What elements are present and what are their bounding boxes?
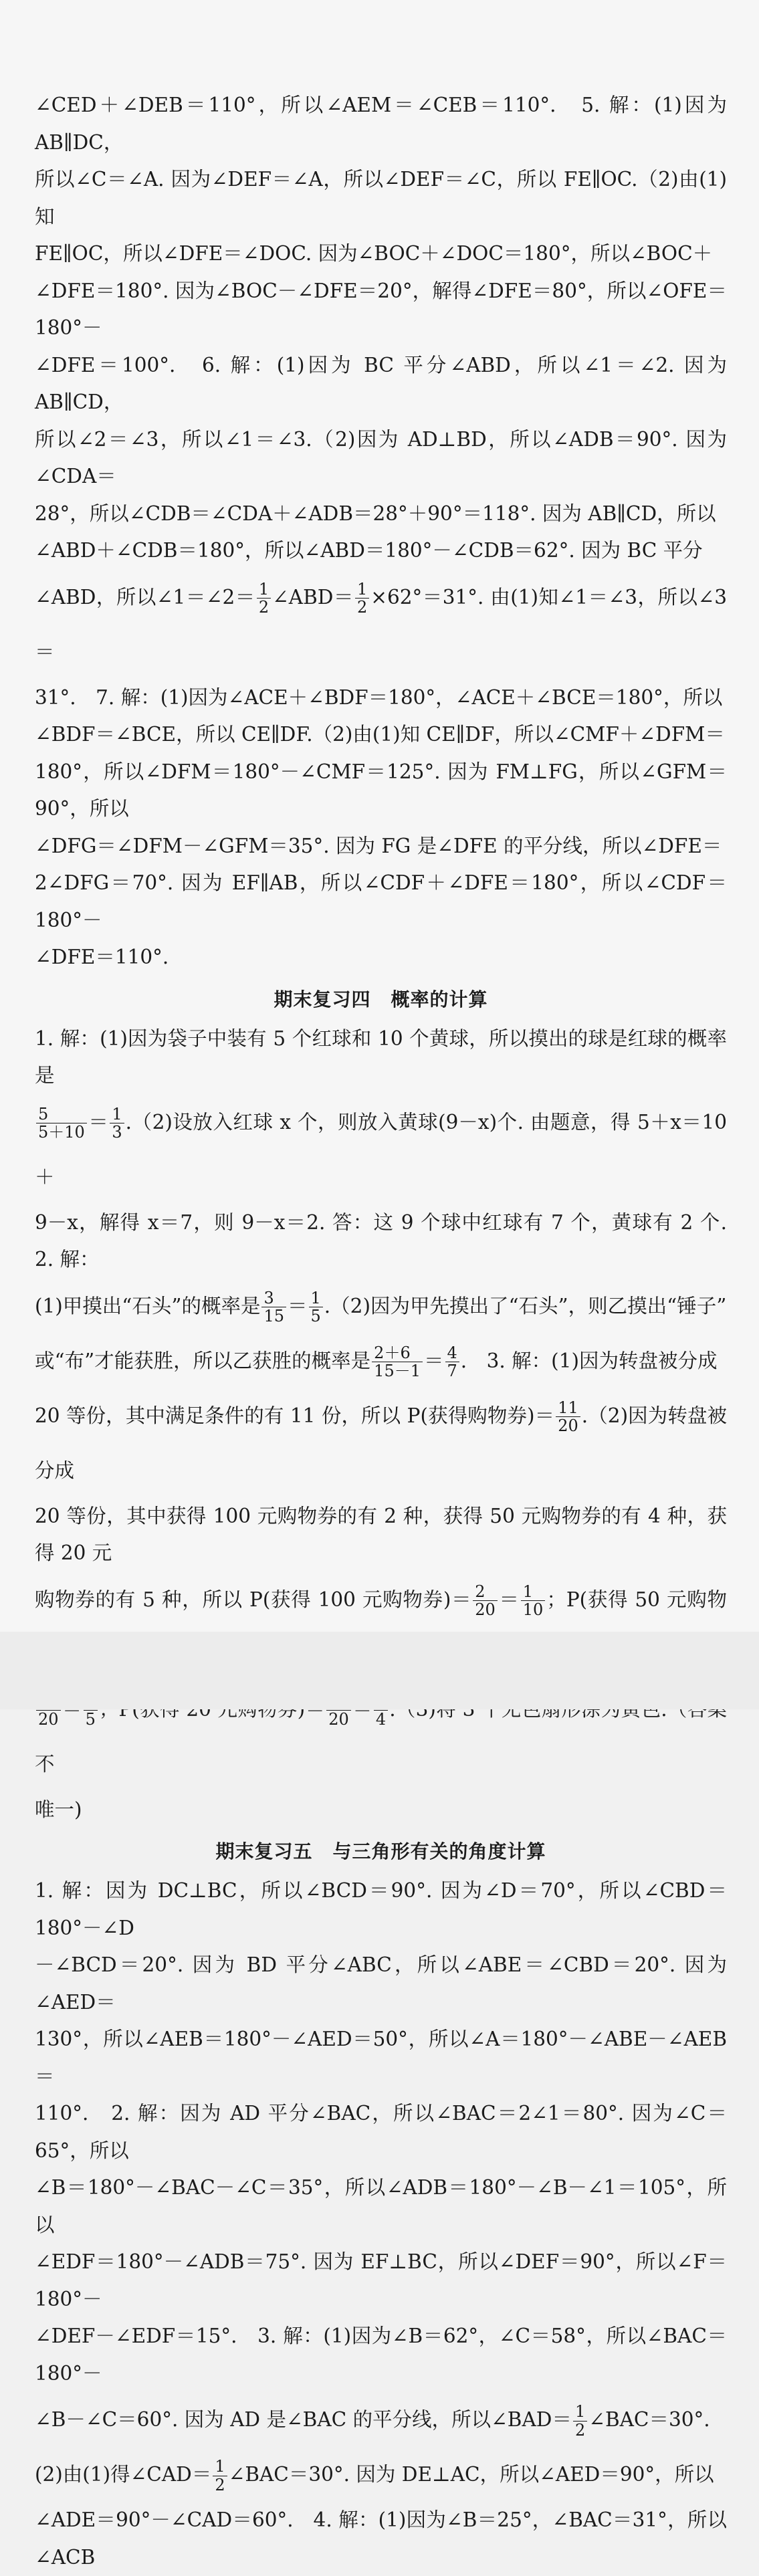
fraction: $\frac{1}{2}$ — [213, 2458, 227, 2494]
text-line: FE∥OC，所以∠DFE＝∠DOC. 因为∠BOC＋∠DOC＝180°，所以∠BOC＋ — [35, 242, 713, 265]
text-line-with-fraction: (1)甲摸出“石头”的概率是 $\frac{3}{15}$ ＝ $\frac{1}{5}$ .（2)因为甲先摸出了“石头”，则乙摸出“锤子” — [35, 1288, 727, 1325]
text-line: ∠BDF＝∠BCE，所以 CE∥DF.（2)由(1)知 CE∥DF，所以∠CMF＋∠DFM＝ — [35, 723, 725, 746]
text-line: 31°. 7. 解：(1)因为∠ACE＋∠BDF＝180°，∠ACE＋∠BCE＝180°，所以 — [35, 685, 723, 709]
fraction: $\frac{2+6}{15-1}$ — [372, 1344, 423, 1380]
text-line: ∠DFE＝110°. — [35, 946, 169, 968]
text-line: ∠ABD＋∠CDB＝180°，所以∠ABD＝180°－∠CDB＝62°. 因为 BC 平分 — [35, 539, 703, 562]
answer-paragraph-1 — [35, 87, 727, 976]
text-line-with-fraction: 20 等份，其中满足条件的有 11 份，所以 P(获得购物券)＝ $\frac{11}{20}$ .（2)因为转盘被分成 — [35, 1398, 728, 1482]
text-line: ∠DFE＝100°. 6. 解：(1)因为 BC 平分∠ABD，所以∠1＝∠2. 因为 AB∥CD， — [35, 353, 727, 413]
fraction: $\frac{1}{2}$ — [257, 580, 271, 617]
text-line-with-fraction: ∠B－∠C＝60°. 因为 AD 是∠BAC 的平分线，所以∠BAD＝ $\frac{1}{2}$ ∠BAC＝30°. — [35, 2402, 710, 2440]
fraction: 4 — [374, 1693, 388, 1729]
text-line: 所以∠2＝∠3，所以∠1＝∠3.（2)因为 AD⊥BD，所以∠ADB＝90°. 因为∠CDA＝ — [35, 427, 727, 488]
text-line: 唯一) — [35, 1798, 82, 1821]
fraction: $\frac{1}{3}$ — [110, 1105, 124, 1142]
fraction: $\frac{11}{20}$ — [556, 1399, 580, 1435]
text-line: ∠DFG＝∠DFM－∠GFM＝35°. 因为 FG 是∠DFE 的平分线，所以∠DFE＝ — [35, 834, 722, 857]
text-line: ∠B＝180°－∠BAC－∠C＝35°，所以∠ADB＝180°－∠B－∠1＝105°，所以 — [35, 2176, 727, 2236]
text-line: 所以∠C＝∠A. 因为∠DEF＝∠A，所以∠DEF＝∠C，所以 FE∥OC.（2)由(1)知 — [35, 168, 727, 228]
text-line-with-fraction: $\frac{5}{5+10}$ ＝ $\frac{1}{3}$ .（2)设放入红球 x 个，则放入黄球(9－x)个. 由题意，得 5＋x＝10＋ — [35, 1104, 727, 1188]
text-line: －∠BCD＝20°. 因为 BD 平分∠ABC，所以∠ABE＝∠CBD＝20°. 因为∠AED＝ — [35, 1953, 727, 2014]
text-line-with-fraction: (2)由(1)得∠CAD＝ $\frac{1}{2}$ ∠BAC＝30°. 因为 DE⊥AC，所以∠AED＝90°，所以 — [35, 2457, 714, 2494]
text-line-with-fraction: ∠ABD，所以∠1＝∠2＝ $\frac{1}{2}$ ∠ABD＝ $\frac{1}{2}$ ×62°＝31°. 由(1)知∠1＝∠3，所以∠3＝ — [35, 579, 728, 663]
text-line-with-fraction: 购物券的有 5 种，所以 P(获得 100 元购物券)＝ $\frac{2}{20}$ ＝ $\frac{1}{10}$ ；P(获得 50 元购物 — [35, 1582, 727, 1619]
text-line: 2∠DFG＝70°. 因为 EF∥AB，所以∠CDF＋∠DFE＝180°，所以∠CDF＝180°－ — [35, 871, 727, 932]
text-line: 130°，所以∠AEB＝180°－∠AED＝50°，所以∠A＝180°－∠ABE－∠AEB＝ — [35, 2028, 727, 2088]
text-line: ∠DEF－∠EDF＝15°. 3. 解：(1)因为∠B＝62°，∠C＝58°，所以∠BAC＝180°－ — [35, 2325, 727, 2385]
fraction: $\frac{2}{20}$ — [473, 1583, 498, 1619]
section-heading-5: 期末复习五 与三角形有关的角度计算 — [215, 1840, 546, 1862]
fraction: $\frac{1}{2}$ — [573, 2403, 587, 2439]
text-line: 28°，所以∠CDB＝∠CDA＋∠ADB＝28°＋90°＝118°. 因为 AB∥CD，所以 — [35, 502, 716, 525]
text-line: ∠EDF＝180°－∠ADB＝75°. 因为 EF⊥BC，所以∠DEF＝90°，所以∠F＝180°－ — [35, 2250, 727, 2311]
text-line: 1. 解：因为 DC⊥BC，所以∠BCD＝90°. 因为∠D＝70°，所以∠CBD＝180°－∠D — [35, 1879, 727, 1939]
text-line: 9－x，解得 x＝7，则 9－x＝2. 答：这 9 个球中红球有 7 个，黄球有 2 个. 2. 解： — [35, 1210, 747, 1271]
fraction: $\frac{3}{15}$ — [261, 1289, 286, 1325]
page-content — [35, 87, 747, 2576]
section-heading-4: 期末复习四 概率的计算 — [274, 988, 488, 1010]
text-line: ∠DFE＝180°. 因为∠BOC－∠DFE＝20°，解得∠DFE＝80°，所以∠OFE＝180°－ — [35, 279, 727, 339]
fraction: $\frac{1}{10}$ — [521, 1583, 546, 1619]
text-line: ∠ADE＝90°－∠CAD＝60°. 4. 解：(1)因为∠B＝25°，∠BAC＝31°，所以∠ACB — [35, 2508, 727, 2569]
text-line: 180°，所以∠DFM＝180°－∠CMF＝125°. 因为 FM⊥FG，所以∠GFM＝90°，所以 — [35, 760, 727, 820]
fraction: 20 — [326, 1693, 351, 1729]
answer-paragraph-5 — [35, 1872, 727, 2576]
text-line-with-fraction: 20 5 20 4 不 — [35, 1682, 727, 1792]
fraction: $\frac{1}{2}$ — [355, 580, 369, 617]
fraction: $\frac{4}{7}$ — [445, 1344, 459, 1380]
text-line: 20 等份，其中获得 100 元购物券的有 2 种，获得 50 元购物券的有 4 种，获得 20 元 — [35, 1504, 727, 1564]
text-line: ∠CED＋∠DEB＝110°，所以∠AEM＝∠CEB＝110°. 5. 解：(1)因为 AB∥DC， — [35, 94, 727, 154]
text-line: 1. 解：(1)因为袋子中装有 5 个红球和 10 个黄球，所以摸出的球是红球的概率是 — [35, 1027, 727, 1087]
fraction: $\frac{1}{5}$ — [309, 1289, 323, 1325]
fraction: $\frac{5}{5+10}$ — [36, 1105, 87, 1142]
text-line: 110°. 2. 解：因为 AD 平分∠BAC，所以∠BAC＝2∠1＝80°. 因为∠C＝65°，所以 — [35, 2102, 727, 2162]
fraction: 20 — [36, 1693, 61, 1729]
fraction: 5 — [84, 1693, 98, 1729]
text-line-with-fraction: 或“布”才能获胜，所以乙获胜的概率是 $\frac{2+6}{15-1}$ ＝ $\frac{4}{7}$ . 3. 解：(1)因为转盘被分成 — [35, 1343, 718, 1380]
page-bottom-margin — [0, 1632, 759, 1709]
